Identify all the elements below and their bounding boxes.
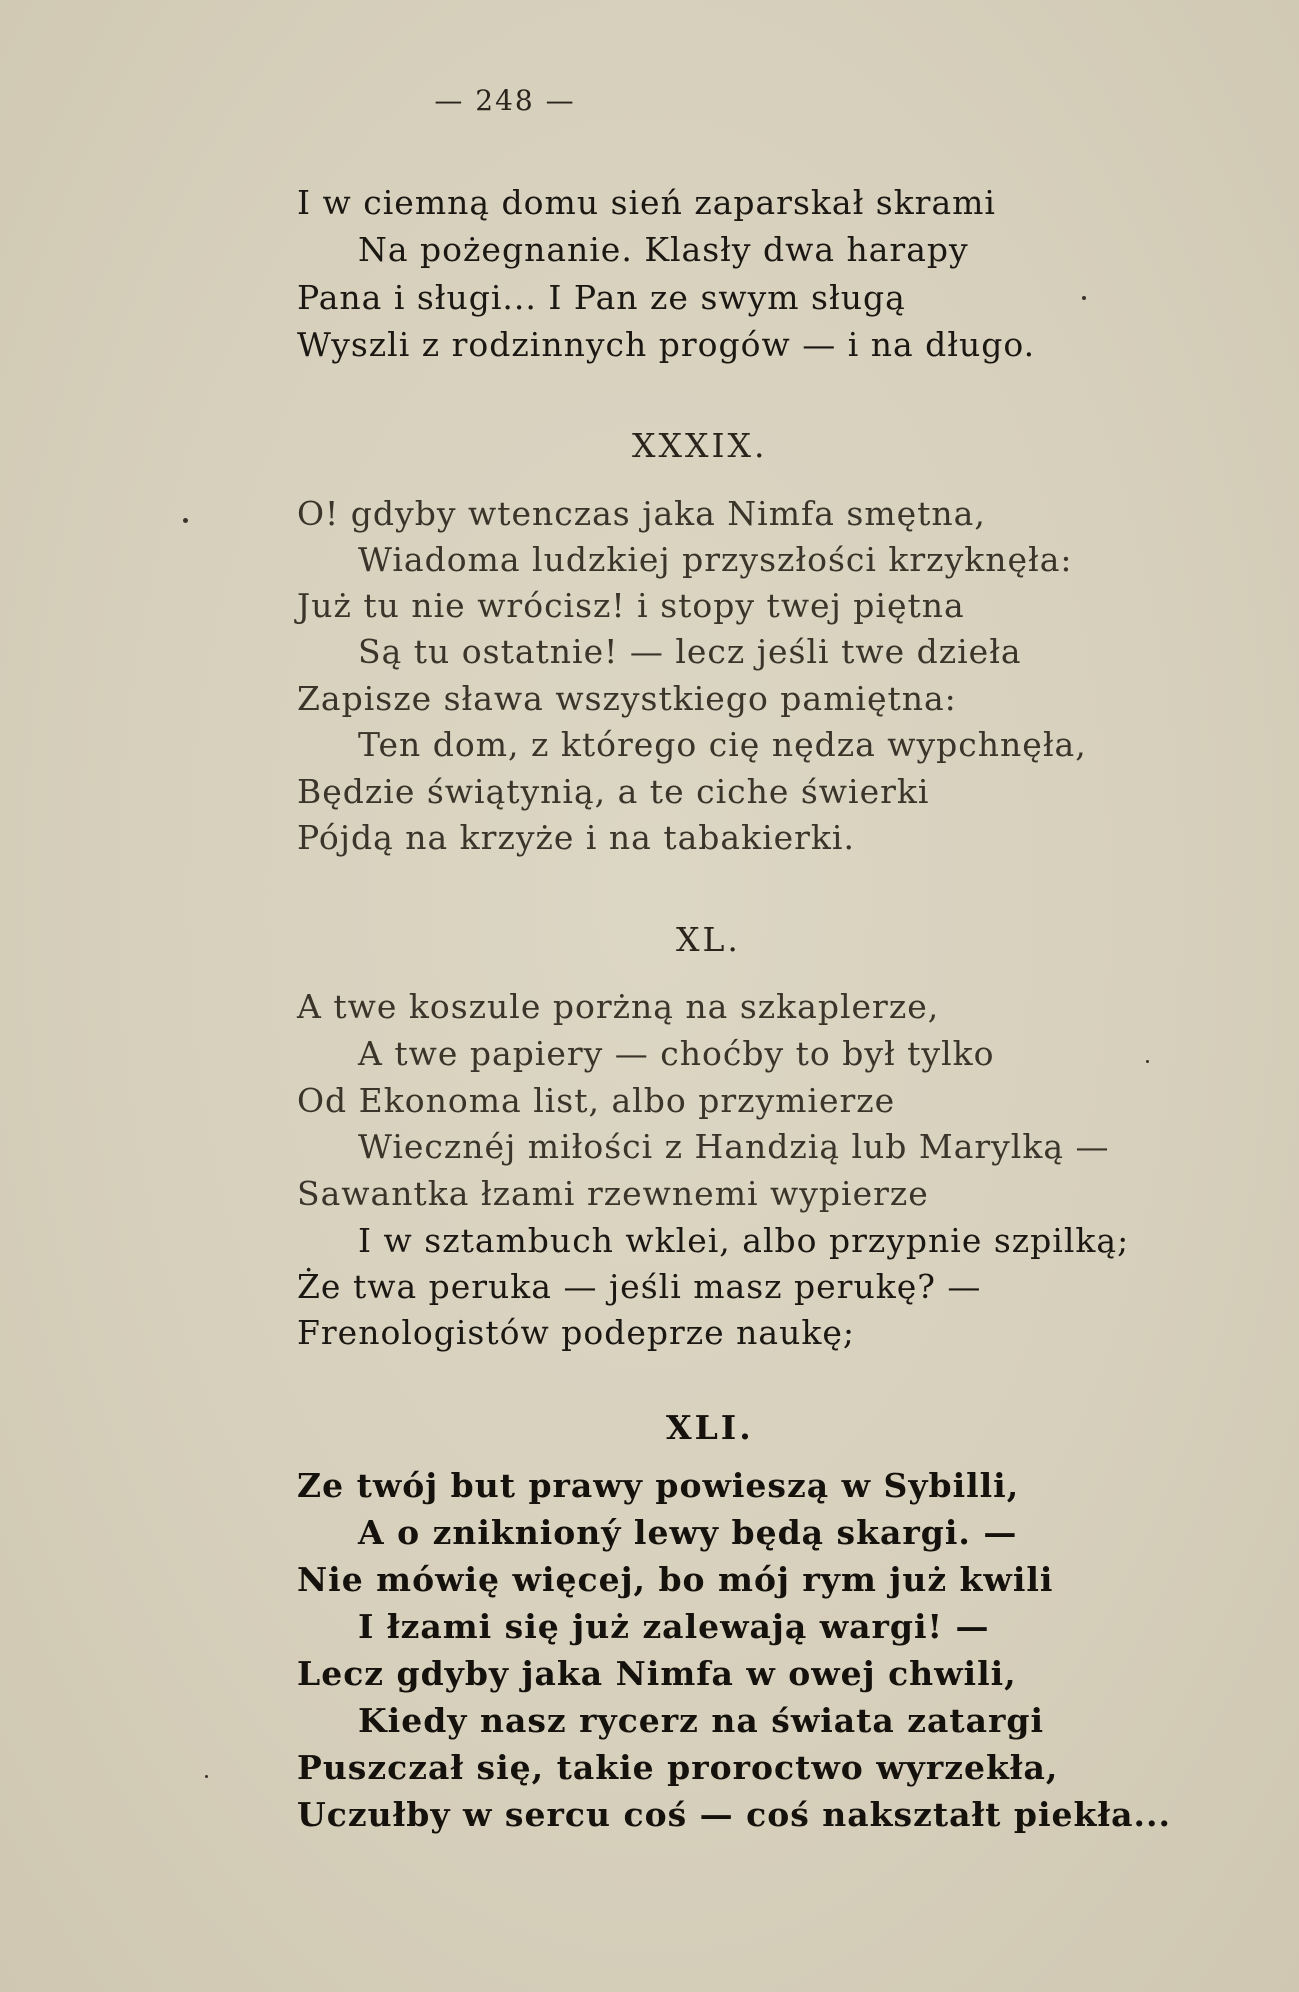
page-number: — 248 —: [434, 84, 576, 117]
paper-speck: [183, 518, 188, 523]
paper-speck: [1082, 296, 1086, 300]
verse-line: Ze twój but prawy powieszą w Sybilli,: [297, 1466, 1020, 1505]
verse-line: Nie mówię więcej, bo mój rym już kwili: [297, 1560, 1054, 1599]
verse-line: Pójdą na krzyże i na tabakierki.: [297, 818, 855, 857]
paper-speck: [1146, 1060, 1149, 1063]
verse-line: A twe papiery — choćby to był tylko: [358, 1034, 995, 1073]
verse-line: Pana i sługi... I Pan ze swym sługą: [297, 278, 906, 317]
verse-line: Sawantka łzami rzewnemi wypierze: [297, 1174, 929, 1213]
verse-line: Już tu nie wrócisz! i stopy twej piętna: [297, 586, 965, 625]
verse-line: Ten dom, z którego cię nędza wypchnęła,: [358, 725, 1087, 764]
verse-line: A twe koszule porżną na szkaplerze,: [297, 987, 940, 1026]
verse-line: I w ciemną domu sień zaparskał skrami: [297, 183, 996, 222]
verse-line: Zapisze sława wszystkiego pamiętna:: [297, 679, 957, 718]
verse-line: Puszczał się, takie proroctwo wyrzekła,: [297, 1748, 1059, 1787]
paper-speck: [205, 1775, 208, 1778]
verse-line: Frenologistów podeprze naukę;: [297, 1313, 855, 1352]
verse-line: I w sztambuch wklei, albo przypnie szpilką;: [358, 1221, 1130, 1260]
verse-line: Wiecznéj miłości z Handzią lub Marylką —: [358, 1127, 1110, 1166]
verse-line: Że twa peruka — jeśli masz perukę? —: [297, 1267, 982, 1306]
verse-line: O! gdyby wtenczas jaka Nimfa smętna,: [297, 494, 986, 533]
stanza-heading-xxxix: XXXIX.: [632, 426, 768, 465]
verse-line: Od Ekonoma list, albo przymierze: [297, 1081, 896, 1120]
verse-line: Wyszli z rodzinnych progów — i na długo.: [297, 325, 1036, 364]
verse-line: A o zniknioný lewy będą skargi. —: [358, 1513, 1018, 1552]
verse-line: Lecz gdyby jaka Nimfa w owej chwili,: [297, 1654, 1017, 1693]
verse-line: Będzie świątynią, a te ciche świerki: [297, 772, 930, 811]
verse-line: Na pożegnanie. Klasły dwa harapy: [358, 230, 969, 269]
verse-line: Są tu ostatnie! — lecz jeśli twe dzieła: [358, 632, 1022, 671]
verse-line: Kiedy nasz rycerz na świata zatargi: [358, 1701, 1045, 1740]
stanza-heading-xl: XL.: [676, 920, 741, 959]
verse-line: I łzami się już zalewają wargi! —: [358, 1607, 990, 1646]
verse-line: Wiadoma ludzkiej przyszłości krzyknęła:: [358, 540, 1073, 579]
verse-line: Uczułby w sercu coś — coś nakształt piekła...: [297, 1795, 1171, 1834]
stanza-heading-xli: XLI.: [666, 1408, 754, 1447]
